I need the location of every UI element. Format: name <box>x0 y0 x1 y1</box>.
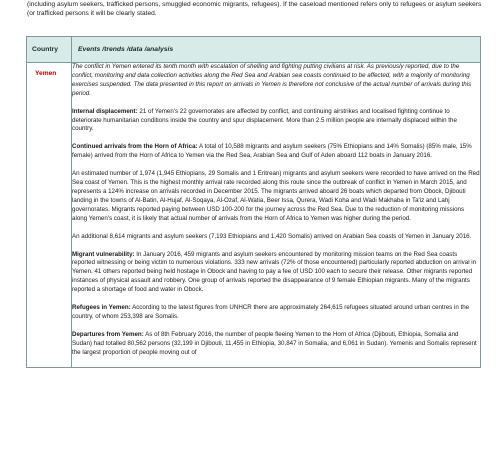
paragraph: An estimated number of 1,974 (1,945 Ethiopians, 29 Somalis and 1 Eritrean) migrants and asylum seekers were recorded to have arrived on the Red Sea coast of Yemen. This is the highest monthly arrival rate recorded along this route since the outbreak of conflict in Yemen in March 2015, and represents a 124% increase on arrivals recorded in December 2015. The migrants arrived aboard 26 boats which departed from Obock, Djibouti landing in the towns of Al-Batin, Al-Hujaf, Al-Soqaya, Al-Ozaf, Al-Watia, Beer Issa, Qurera, Wadi Koha and Wadi Makhaba in Ta'iz and Lahj governorates. Migrants reported paying between USD 100-200 for the journey across the Red Sea. Due to the reduction of monitoring missions along Yemen's coast, it is likely that actual number of arrivals from the Horn of Africa to Yemen was higher during the period. <box>72 170 480 222</box>
table-header-row <box>27 37 481 63</box>
events-cell <box>72 63 481 368</box>
header-country: Country <box>27 37 72 63</box>
paragraph: Departures from Yemen: As of 8th February 2016, the number of people fleeing Yemen to the Horn of Africa (Djibouti, Ethiopia, Somalia and Sudan) had totalled 80,562 persons (32,199 in Djibouti, 11,455 in Ethiopia, 30,847 in Somalia, and 6,061 in Sudan). Yemenis and Somalis represent the largest proportion of people moving out of <box>72 330 477 356</box>
header-events: Events /trends /data /analysis <box>72 37 481 63</box>
paragraph: Refugees in Yemen: According to the latest figures from UNHCR there are approximately 264,615 refugees situated around urban centres in the country, of whom 253,398 are Somalis. <box>72 304 470 320</box>
paragraph: The conflict in Yemen entered its tenth month with escalation of shelling and fighting putting civilians at risk. As previously reported, due to the conflict, monitoring and data collection activities along the Red Sea and Arabian sea coasts continued to be affected, with a majority of monitoring exercises suspended. The data presented in this report on arrivals in Yemen is therefore not conclusive of the actual number of arrivals during this period. <box>72 63 472 97</box>
paragraph: Continued arrivals from the Horn of Africa: A total of 10,588 migrants and asylum seekers (75% Ethiopians and 14% Somalis) (85% male, 15% female) arrived from the Horn of Africa to Yemen via the Red Sea, Arabian Sea and Gulf of Aden aboard 112 boats in January 2016. <box>72 143 472 160</box>
country-events-table <box>26 36 481 368</box>
intro-text: (including asylum seekers, trafficked persons, smuggled economic migrants, refugees). If the caseload mentioned refers only to refugees or asylum seekers (or trafficked persons it will be clearly stated. <box>27 1 482 17</box>
paragraph: An additional 8,614 migrants and asylum seekers (7,193 Ethiopians and 1,420 Somalis) arrived on Arabian Sea coasts of Yemen in January 2016. <box>72 232 472 240</box>
table-row <box>27 63 481 368</box>
paragraph: Internal displacement: 21 of Yemen's 22 governorates are affected by conflict, and continuing airstrikes and localised fighting continue to deteriorate humanitarian conditions inside the country and spur displacement. More than 2.5 million people are internally displaced within the country. <box>72 107 457 133</box>
country-cell: Yemen <box>27 63 72 368</box>
paragraph: Migrant vulnerability: In January 2016, 459 migrants and asylum seekers encountered by monitoring mission teams on the Red Sea coasts reported witnessing or being victim to numerous violations. 333 new arrivals (72% of those encountered) particularly reported abduction on arrival in Yemen. 41 others reported being held hostage in Obock and having to pay a fee of USD 100 each to secure their release. Other migrants reported instances of physical assault and robbery. One group of arrivals reported the disappearance of 9 female Ethiopian migrants. Many of the migrants reported a shortage of food and water in Obock. <box>72 250 477 294</box>
